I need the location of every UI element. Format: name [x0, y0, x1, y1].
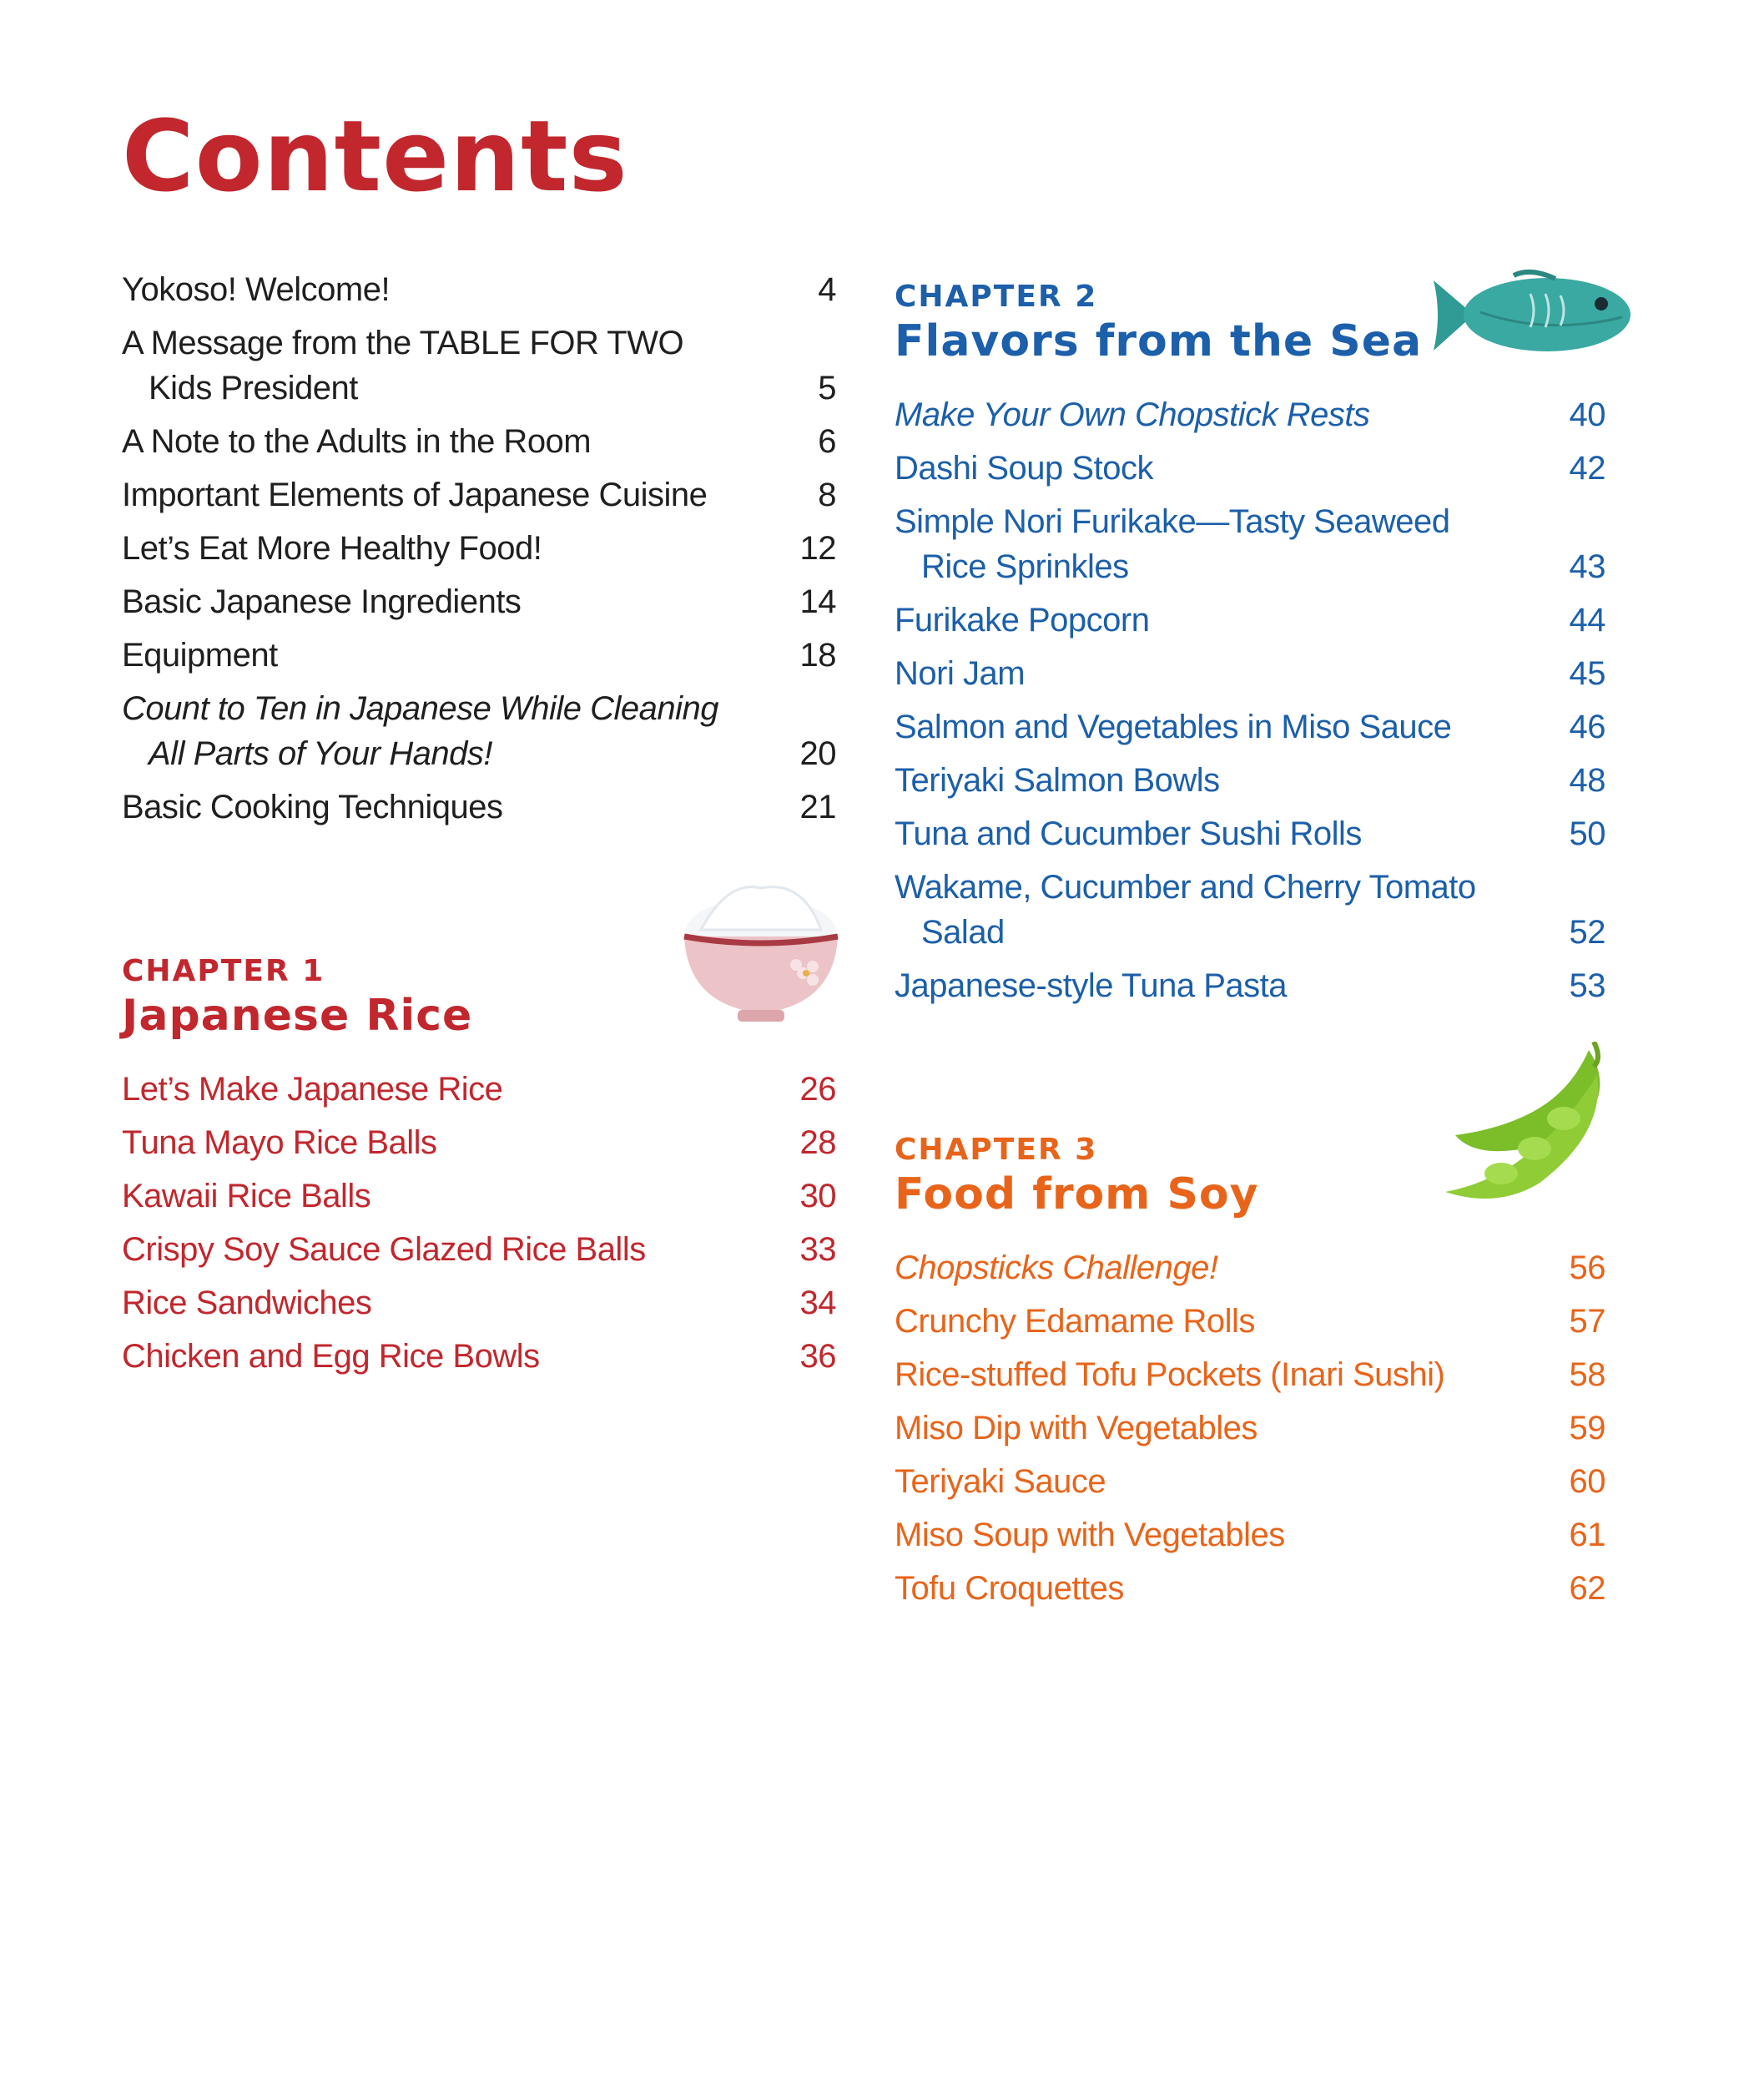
toc-entry	[895, 758, 1605, 803]
toc-entry-title: Rice Sandwiches	[122, 1285, 372, 1321]
toc-entry	[895, 598, 1605, 643]
chapter-2-list	[895, 392, 1605, 1008]
toc-entry-title: A Note to the Adults in the Room	[122, 423, 592, 460]
front-matter-list	[122, 267, 836, 830]
toc-entry-page: 52	[1569, 914, 1605, 951]
chapter-1-title: Japanese Rice	[122, 991, 473, 1041]
toc-entry-title: Crunchy Edamame Rolls	[895, 1303, 1255, 1340]
edamame-icon	[1439, 1042, 1614, 1209]
left-column	[122, 267, 836, 1387]
toc-entry-page: 43	[1569, 548, 1605, 585]
toc-entry-title: Nori Jam	[895, 655, 1026, 692]
toc-entry-page: 57	[1569, 1303, 1605, 1340]
toc-entry	[895, 1299, 1605, 1344]
toc-entry-title: Teriyaki Sauce	[895, 1463, 1106, 1500]
toc-entry	[122, 1174, 836, 1219]
toc-entry	[895, 651, 1605, 696]
toc-entry	[895, 446, 1605, 491]
toc-entry-title: Furikake Popcorn	[895, 602, 1150, 639]
toc-entry-title: Chicken and Egg Rice Bowls	[122, 1338, 540, 1375]
right-column	[895, 267, 1605, 1619]
toc-entry-title: Let’s Eat More Healthy Food!	[122, 530, 542, 567]
toc-entry	[895, 1352, 1605, 1397]
toc-entry-page: 20	[799, 735, 836, 772]
toc-entry-title: Make Your Own Chopstick Rests	[895, 396, 1370, 433]
toc-entry	[122, 785, 836, 830]
toc-entry-title: Miso Dip with Vegetables	[895, 1410, 1257, 1446]
toc-entry-page: 5	[818, 370, 836, 406]
toc-entry-title: Rice-stuffed Tofu Pockets (Inari Sushi)	[895, 1356, 1445, 1393]
toc-entry-page: 45	[1569, 655, 1605, 692]
toc-entry	[895, 392, 1605, 437]
toc-entry-page: 8	[818, 477, 836, 513]
toc-entry-page: 58	[1569, 1356, 1605, 1393]
toc-entry-page: 30	[799, 1178, 836, 1214]
toc-entry-title: Simple Nori Furikake—Tasty Seaweed Rice Sprinkles	[895, 503, 1450, 585]
toc-entry	[895, 1406, 1605, 1451]
toc-entry	[122, 321, 836, 411]
toc-entry	[122, 1334, 836, 1379]
toc-entry-page: 42	[1569, 450, 1605, 487]
toc-entry-page: 50	[1569, 815, 1605, 852]
toc-entry-page: 56	[1569, 1249, 1605, 1286]
toc-entry-title: Crispy Soy Sauce Glazed Rice Balls	[122, 1231, 646, 1268]
toc-entry	[122, 1067, 836, 1112]
toc-entry-page: 28	[799, 1124, 836, 1161]
toc-entry-page: 18	[799, 637, 836, 674]
toc-entry-title: Important Elements of Japanese Cuisine	[122, 477, 708, 513]
toc-entry-title: Basic Japanese Ingredients	[122, 583, 522, 620]
toc-entry-title: Yokoso! Welcome!	[122, 271, 391, 308]
toc-entry	[122, 1280, 836, 1325]
toc-entry	[895, 811, 1605, 856]
fish-icon	[1430, 269, 1630, 361]
toc-entry	[122, 267, 836, 312]
rice-bowl-icon	[678, 880, 844, 1030]
toc-entry	[122, 419, 836, 464]
chapter-2-label: CHAPTER 2	[895, 280, 1098, 314]
toc-entry-page: 6	[818, 423, 836, 460]
toc-entry	[895, 963, 1605, 1008]
toc-entry-page: 26	[799, 1071, 836, 1108]
toc-entry-page: 34	[799, 1285, 836, 1321]
toc-entry-title: Tuna and Cucumber Sushi Rolls	[895, 815, 1362, 852]
toc-entry	[895, 499, 1605, 589]
toc-entry-title: A Message from the TABLE FOR TWO Kids President	[122, 325, 684, 406]
toc-entry-page: 62	[1569, 1570, 1605, 1607]
chapter-1-section	[122, 955, 836, 1379]
toc-entry-page: 46	[1569, 709, 1605, 745]
toc-entry-title: Tofu Croquettes	[895, 1570, 1124, 1607]
chapter-2-section	[895, 280, 1605, 1008]
toc-entry	[122, 579, 836, 624]
chapter-1-list	[122, 1067, 836, 1379]
toc-entry-page: 14	[799, 583, 836, 620]
chapter-1-label: CHAPTER 1	[122, 954, 325, 988]
toc-entry-page: 40	[1569, 396, 1605, 433]
toc-entry-page: 44	[1569, 602, 1605, 639]
toc-entry	[895, 1245, 1605, 1290]
toc-entry	[895, 1512, 1605, 1557]
toc-entry-page: 48	[1569, 762, 1605, 799]
toc-entry-page: 21	[799, 789, 836, 825]
toc-entry-title: Teriyaki Salmon Bowls	[895, 762, 1220, 799]
toc-entry-title: Dashi Soup Stock	[895, 450, 1153, 487]
toc-entry-title: Basic Cooking Techniques	[122, 789, 503, 825]
toc-entry	[895, 865, 1605, 955]
chapter-3-list	[895, 1245, 1605, 1611]
toc-entry	[122, 1120, 836, 1165]
toc-entry-page: 12	[799, 530, 836, 567]
toc-entry-title: Wakame, Cucumber and Cherry Tomato Salad	[895, 869, 1476, 951]
toc-entry	[122, 1227, 836, 1272]
toc-entry	[122, 472, 836, 517]
toc-entry-page: 33	[799, 1231, 836, 1268]
toc-entry-title: Kawaii Rice Balls	[122, 1178, 371, 1214]
toc-entry-page: 53	[1569, 967, 1605, 1004]
toc-entry	[122, 633, 836, 678]
chapter-3-title: Food from Soy	[895, 1169, 1259, 1219]
toc-entry-title: Equipment	[122, 637, 278, 674]
toc-entry	[122, 686, 836, 776]
toc-entry-page: 60	[1569, 1463, 1605, 1500]
toc-entry	[895, 1566, 1605, 1611]
toc-entry	[895, 704, 1605, 750]
toc-entry-page: 4	[818, 271, 836, 308]
page-title: Contents	[122, 98, 628, 214]
toc-entry-title: Salmon and Vegetables in Miso Sauce	[895, 709, 1452, 745]
toc-entry-title: Miso Soup with Vegetables	[895, 1517, 1285, 1553]
toc-entry-page: 61	[1569, 1517, 1605, 1553]
chapter-2-title: Flavors from the Sea	[895, 316, 1423, 366]
toc-entry	[122, 526, 836, 571]
toc-entry-page: 36	[799, 1338, 836, 1375]
toc-entry-title: Let’s Make Japanese Rice	[122, 1071, 503, 1108]
toc-entry	[895, 1459, 1605, 1504]
toc-entry-title: Japanese-style Tuna Pasta	[895, 967, 1288, 1004]
toc-entry-title: Count to Ten in Japanese While Cleaning All Parts of Your Hands!	[122, 690, 719, 772]
chapter-3-label: CHAPTER 3	[895, 1133, 1098, 1167]
toc-entry-title: Chopsticks Challenge!	[895, 1249, 1218, 1286]
toc-entry-page: 59	[1569, 1410, 1605, 1446]
chapter-3-section	[895, 1133, 1605, 1611]
toc-entry-title: Tuna Mayo Rice Balls	[122, 1124, 437, 1161]
